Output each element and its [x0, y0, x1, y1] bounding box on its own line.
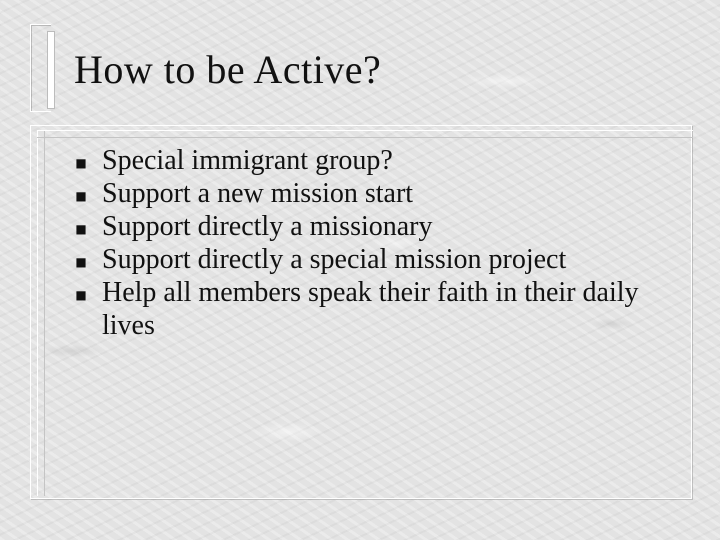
bullet-list: [74, 144, 674, 342]
list-item: [74, 243, 674, 276]
slide-title: How to be Active?: [74, 47, 382, 92]
square-bullet-icon: ■: [75, 156, 87, 170]
list-item: [74, 210, 674, 243]
title-accent-bar: [30, 24, 51, 112]
square-bullet-icon: ■: [75, 255, 87, 269]
square-bullet-icon: ■: [75, 189, 87, 203]
bullet-text: Help all members speak their faith in their daily lives: [102, 277, 639, 341]
bullet-text: Support a new mission start: [102, 178, 414, 209]
bullet-text: Support directly a special mission project: [102, 244, 567, 275]
bullet-text: Special immigrant group?: [102, 145, 393, 176]
bullet-text: Support directly a missionary: [102, 211, 433, 242]
square-bullet-icon: ■: [75, 288, 87, 302]
list-item: [74, 144, 674, 177]
list-item: [74, 177, 674, 210]
square-bullet-icon: ■: [75, 222, 87, 236]
list-item: [74, 276, 674, 342]
